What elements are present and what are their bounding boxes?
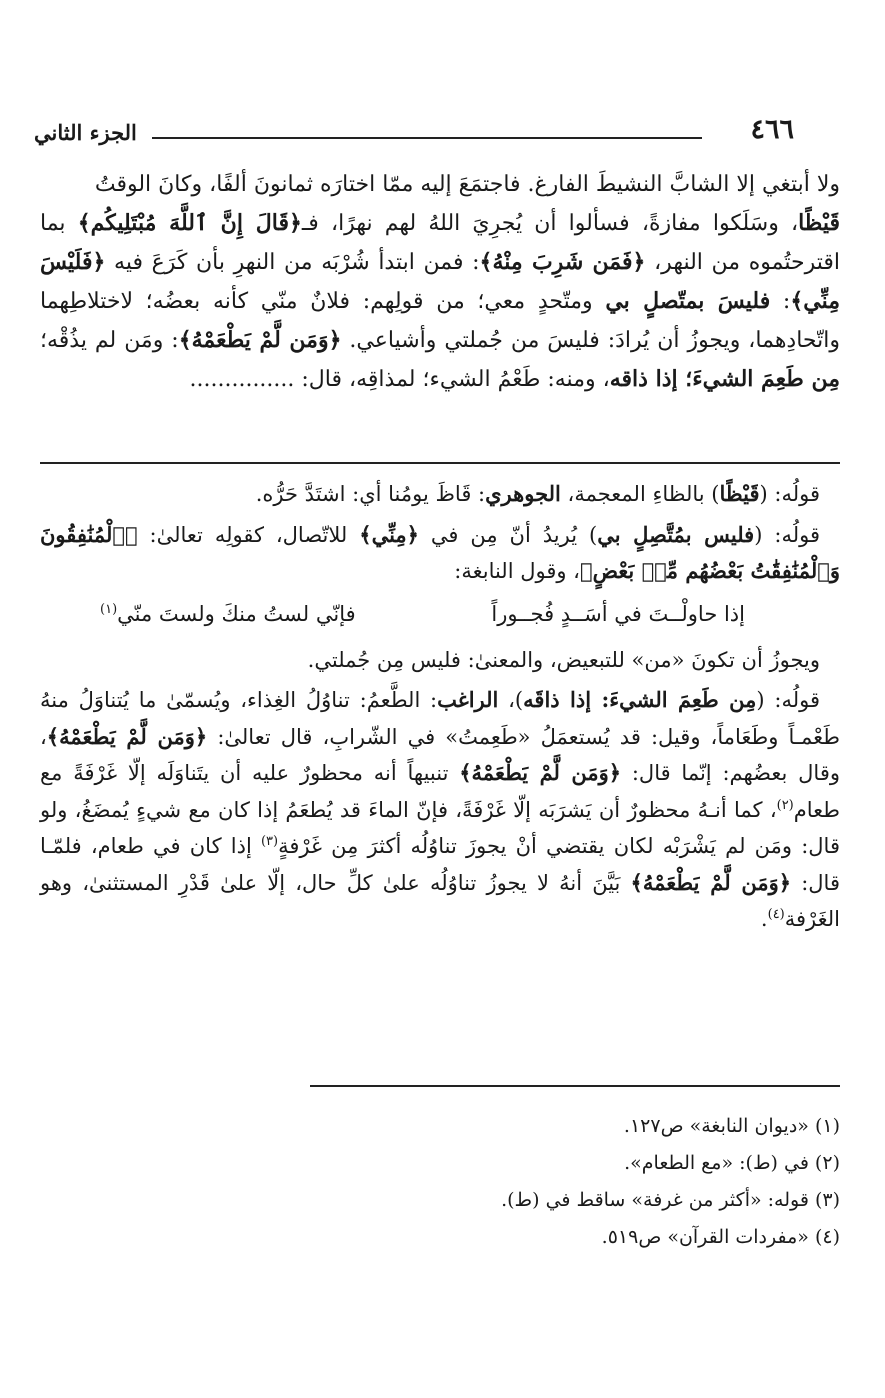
- main-text: [40, 165, 840, 399]
- text-segment: ) يُريدُ أنّ مِن في: [418, 522, 598, 547]
- commentary-paragraph-1: [40, 476, 840, 513]
- commentary-paragraph-2: [40, 517, 840, 590]
- bold-term: مِن طَعِمَ الشيءَ: إذا ذاقَه: [523, 687, 757, 712]
- footnotes: [280, 1108, 840, 1256]
- text-segment: ، وقال بعضُهم: إنّما قال:: [40, 724, 840, 785]
- text-segment: : قَاظَ يومُنا أي: اشتَدَّ حَرُّه.: [255, 482, 486, 506]
- footnote-marker: (٣): [260, 834, 279, 849]
- footnote-rule: [310, 1085, 840, 1087]
- commentary-paragraph-3: ويجوزُ أن تكونَ «من» للتبعيض، والمعنىٰ: فليس مِن جُملتي.: [307, 647, 820, 672]
- text-segment: : فمن ابتدأ شُرْبَه من النهرِ بأن كَرَعَ فيه: [105, 250, 480, 275]
- quran-quote: ﴿مِنِّي﴾: [359, 521, 419, 547]
- quran-quote: ﴿وَمَن لَّمْ يَطْعَمْهُ﴾: [46, 723, 208, 749]
- verse-first-hemistich: إذا حاولْــتَ في أسَــدٍ فُجــوراً: [491, 601, 745, 626]
- text-segment: فإنّي لستُ منكَ ولستَ منّي: [117, 601, 356, 626]
- text-segment: للاتّصال، كقولِه تعالىٰ:: [137, 522, 360, 547]
- text-segment: ولا أبتغي إلا الشابَّ النشيطَ الفارغ. فاجتمَعَ إليه ممّا اختارَه ثمانونَ ألفًا، وكانَ الوقتُ: [94, 172, 840, 197]
- quran-quote: ﴿فَلَيْسَ مِنِّي﴾: [40, 249, 840, 314]
- quran-quote: ﴿قَالَ إِنَّ ٱللَّهَ مُبْتَلِيكُم﴾: [77, 210, 302, 236]
- text-segment: :: [770, 289, 791, 314]
- text-segment: .: [760, 907, 768, 931]
- text-segment: إذا كان في طعام، فلمّـا قال:: [40, 834, 840, 895]
- text-segment: : ومَن لم يذُقْه؛: [40, 328, 179, 353]
- quran-quote: ﴿ٱلْمُنَٰفِقُونَ وَٱلْمُنَٰفِقَٰتُ بَعْضُهُم مِّنۢ بَعْضٍ﴾: [40, 521, 840, 583]
- text-segment: قولُه: (: [756, 688, 821, 712]
- bold-term: قَيْظًا: [798, 210, 840, 236]
- footnote-3: (٣) قوله: «أكثر من غرفة» ساقط في (ط).: [501, 1189, 840, 1211]
- bold-term: فليس بمُتَّصِلٍ بي: [597, 521, 755, 547]
- text-segment: ) بالظاءِ المعجمة،: [560, 482, 720, 506]
- poetry-verse: [100, 596, 745, 632]
- text-segment: ، ومنه: طَعْمُ الشيء؛ لمذاقِه، قال: ...............: [189, 367, 610, 392]
- bold-term: قَيْظًا: [719, 481, 760, 506]
- header-rule: [152, 137, 702, 139]
- bold-term: الراغب: [437, 687, 499, 712]
- running-title: الجزء الثاني: [34, 120, 137, 145]
- text-segment: ومتّحدٍ معي؛ من قولِهم: فلانٌ منّي كأنه بعضُه؛ لاختلاطِهما واتّحادِهما، ويجوزُ أن يُرادَ: فليسَ من جُملتي وأشياعي.: [40, 289, 840, 353]
- text-segment: ، كما أنـهُ محظورٌ أن يَشرَبَه إلّا غَرْفَةً، فإنّ الماءَ قد يُطعَمُ إذا كان مع شيءٍ يُمضَغُ، ولو قال: ومَن لم يَشْرَبْه لكان يقتضي أنْ يجوزَ تناوُلُه أكثرَ مِن غَرْفةٍ: [40, 797, 840, 858]
- bold-term: فليسَ بمتّصلٍ بي: [605, 288, 771, 314]
- verse-second-hemistich: [100, 596, 356, 632]
- footnote-marker: (٤): [767, 907, 785, 922]
- footnote-marker: (١): [100, 601, 118, 617]
- bold-term: مِن طَعِمَ الشيءَ؛ إذا ذاقه: [609, 366, 840, 392]
- text-segment: : الطَّعمُ: تناوُلُ الغِذاء، ويُسمّىٰ ما يُتناوَلُ منهُ طَعْمـاً وطَعَاماً، وقيل: قد يُستعمَلُ «طَعِمتُ» في الشّرابِ، قال تعالىٰ:: [40, 688, 840, 749]
- text-segment: ، وسَلَكوا مفازةً، فسألوا أن يُجرِيَ اللهُ لهم نهرًا، فـ: [301, 211, 799, 236]
- commentary-paragraph-4: [40, 682, 840, 938]
- text-segment: بَيَّنَ أنهُ لا يجوزُ تناوُلُه علىٰ كلِّ حال، إلّا علىٰ قَدْرِ المستثنىٰ، وهو الغَرْفة: [40, 870, 840, 931]
- text-segment: قولُه: (: [754, 522, 820, 547]
- page-number: ٤٦٦: [750, 114, 794, 145]
- main-text-rule: [40, 462, 840, 464]
- footnote-2: (٢) في (ط): «مع الطعام».: [624, 1152, 840, 1174]
- quran-quote: ﴿فَمَن شَرِبَ مِنْهُ﴾: [479, 249, 646, 275]
- quran-quote: ﴿وَمَن لَّمْ يَطْعَمْهُ﴾: [630, 869, 792, 895]
- footnote-1: (١) «ديوان النابغة» ص١٢٧.: [623, 1115, 840, 1137]
- page-header: [34, 112, 794, 152]
- text-segment: بما اقترحتُموه من النهر،: [40, 211, 840, 275]
- commentary: [40, 476, 840, 938]
- quran-quote: ﴿وَمَن لَّمْ يَطْعَمْهُ﴾: [459, 760, 622, 785]
- text-segment: ، وقول النابغة:: [454, 559, 580, 583]
- footnote-marker: (٢): [776, 797, 794, 813]
- footnote-4: (٤) «مفردات القرآن» ص٥١٩.: [601, 1226, 840, 1248]
- text-segment: )،: [498, 688, 524, 712]
- quran-quote: ﴿وَمَن لَّمْ يَطْعَمْهُ﴾: [178, 327, 342, 353]
- main-paragraph: [40, 165, 840, 399]
- text-segment: قولُه: (: [759, 482, 820, 506]
- bold-term: الجوهري: [485, 481, 561, 506]
- text-segment: تنبيهاً أنه محظورٌ عليه أن يتَناوَلَه إلّا غَرْفَةً مع طعام: [40, 761, 840, 822]
